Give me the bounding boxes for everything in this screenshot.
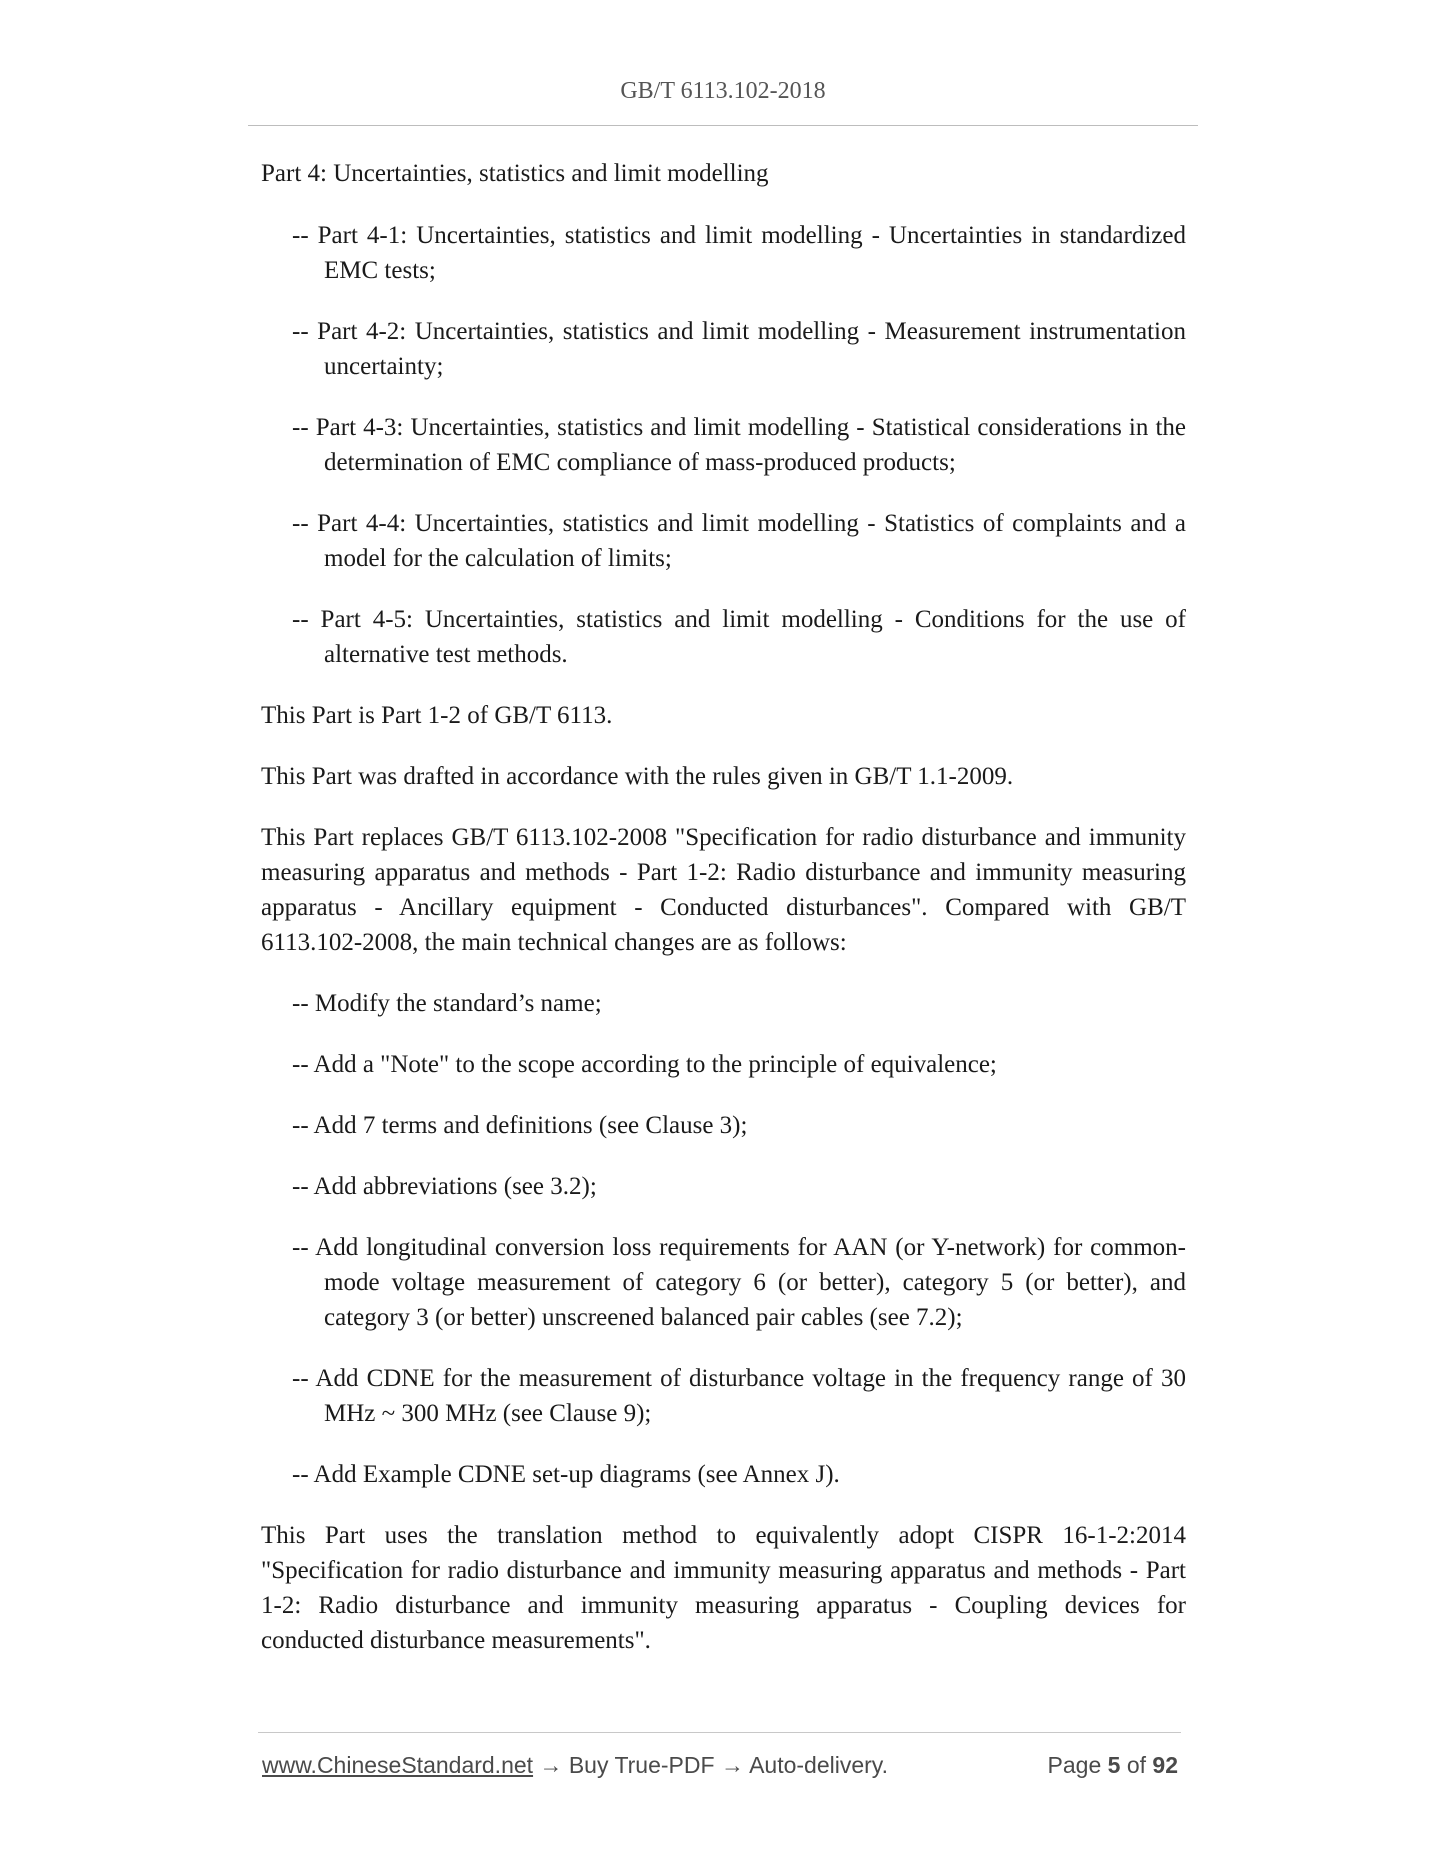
- list-item: -- Part 4-2: Uncertainties, statistics and limit modelling - Measurement instrumentation uncertainty;: [292, 318, 1186, 380]
- part4-list: [261, 218, 1186, 672]
- paragraph-replaces: This Part replaces GB/T 6113.102-2008 "Specification for radio disturbance and immunity measuring apparatus and methods - Part 1-2: Radio disturbance and immunity measuring apparatus - Ancillary equipment - Conducted disturbances". Compared with GB/T 6113.102-2008, the main technical changes are as follows:: [261, 824, 1186, 956]
- list-item: -- Add a "Note" to the scope according to the principle of equivalence;: [292, 1051, 997, 1078]
- paragraph-translation: This Part uses the translation method to equivalently adopt CISPR 16-1-2:2014 "Specification for radio disturbance and immunity measuring apparatus and methods - Part 1-2: Radio disturbance and immunity measuring apparatus - Coupling devices for conducted disturbance measurements".: [261, 1522, 1186, 1654]
- page-header: GB/T 6113.102-2018: [620, 78, 826, 104]
- list-item: -- Part 4-3: Uncertainties, statistics and limit modelling - Statistical considerations in the determination of EMC compliance of mass-produced products;: [292, 414, 1186, 476]
- current-page: 5: [1107, 1752, 1121, 1778]
- page-number: [1048, 1752, 1178, 1779]
- arrow-right-icon: →: [539, 1752, 563, 1778]
- list-item: -- Add Example CDNE set-up diagrams (see Annex J).: [292, 1461, 840, 1488]
- of-label: of: [1126, 1752, 1147, 1778]
- part4-heading: Part 4: Uncertainties, statistics and limit modelling: [261, 160, 769, 187]
- list-item: -- Part 4-5: Uncertainties, statistics and limit modelling - Conditions for the use of alternative test methods.: [292, 606, 1186, 668]
- total-pages: 92: [1152, 1752, 1178, 1778]
- list-item: -- Add abbreviations (see 3.2);: [292, 1173, 597, 1200]
- header-divider: [248, 125, 1198, 126]
- list-item: -- Add 7 terms and definitions (see Clause 3);: [292, 1112, 748, 1139]
- buy-true-pdf-text: Buy True-PDF: [568, 1752, 715, 1778]
- footer-divider: [258, 1732, 1181, 1733]
- paragraph-drafted: This Part was drafted in accordance with the rules given in GB/T 1.1-2009.: [261, 763, 1014, 790]
- page-label: Page: [1047, 1752, 1102, 1778]
- list-item: -- Modify the standard’s name;: [292, 990, 602, 1017]
- changes-list: [261, 986, 1186, 1492]
- list-item: -- Add CDNE for the measurement of disturbance voltage in the frequency range of 30 MHz ~ 300 MHz (see Clause 9);: [292, 1365, 1186, 1427]
- auto-delivery-text: Auto-delivery.: [749, 1752, 888, 1778]
- footer-purchase-line: [262, 1752, 888, 1779]
- list-item: -- Add longitudinal conversion loss requirements for AAN (or Y-network) for common-mode voltage measurement of category 6 (or better), category 5 (or better), and category 3 (or better) unscreened balanced pair cables (see 7.2);: [292, 1234, 1186, 1331]
- paragraph-part-of: This Part is Part 1-2 of GB/T 6113.: [261, 702, 613, 729]
- arrow-right-icon: →: [720, 1752, 744, 1778]
- site-link[interactable]: www.ChineseStandard.net: [262, 1752, 534, 1778]
- list-item: -- Part 4-4: Uncertainties, statistics and limit modelling - Statistics of complaints and a model for the calculation of limits;: [292, 510, 1186, 572]
- list-item: -- Part 4-1: Uncertainties, statistics and limit modelling - Uncertainties in standardized EMC tests;: [292, 222, 1186, 284]
- document-body: [261, 156, 1186, 1684]
